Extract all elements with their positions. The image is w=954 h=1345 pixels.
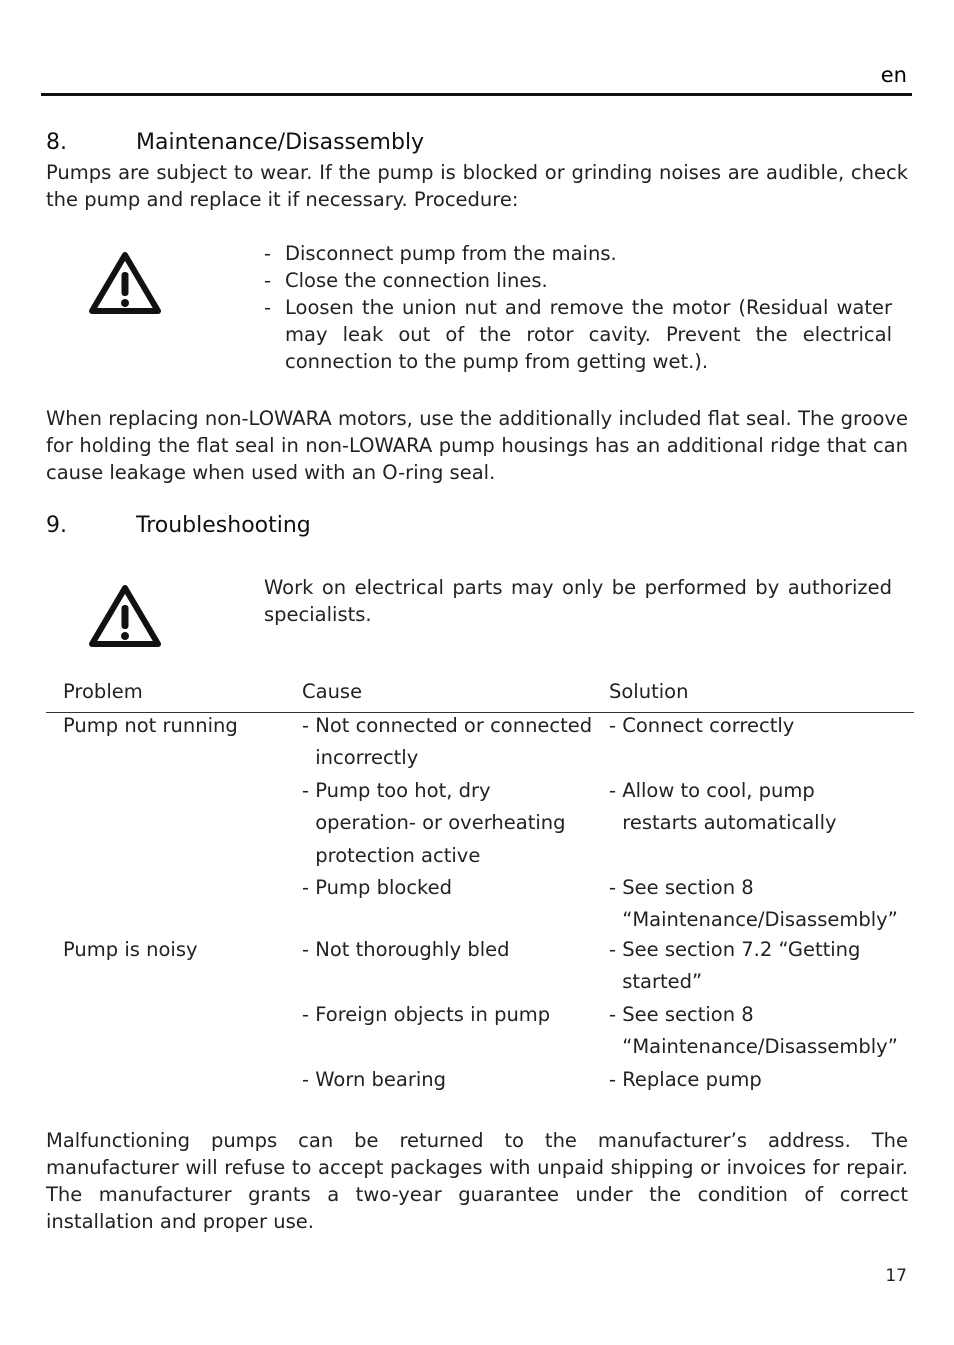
- cause-item: - Pump blocked: [302, 876, 453, 899]
- header-cause: Cause: [302, 680, 363, 703]
- section-9-heading: [46, 513, 311, 538]
- closing-paragraph: Malfunctioning pumps can be returned to the manufacturer’s address. The manufacturer will refuse to accept packages with unpaid shipping or invoices for repair. The manufacturer grants a two-year guarantee under the condition of correct installation and proper use.: [46, 1129, 908, 1233]
- section-8-number: 8.: [46, 130, 67, 155]
- section-9-title: Troubleshooting: [136, 513, 311, 538]
- troubleshooting-table: [46, 678, 914, 1091]
- page-number: 17: [885, 1266, 907, 1286]
- cause-item: - Foreign objects in pump: [302, 1003, 551, 1026]
- warning-triangle-icon: [88, 250, 162, 316]
- section-8-title: Maintenance/Disassembly: [136, 130, 425, 155]
- problem-cell: Pump not running: [63, 714, 238, 737]
- solution-item: - See section 7.2 “Getting started”: [609, 938, 861, 994]
- warning-triangle-icon: [88, 583, 162, 649]
- solution-item: - See section 8 “Maintenance/Disassembly”: [609, 1003, 898, 1059]
- section-9-number: 9.: [46, 513, 67, 538]
- problem-cell: Pump is noisy: [63, 938, 198, 961]
- cause-item: - Pump too hot, dry operation- or overheating protection active: [302, 779, 566, 867]
- procedure-step: - Loosen the union nut and remove the motor (Residual water may leak out of the rotor cavity. Prevent the electrical connection to the pump from getting wet.).: [264, 296, 892, 373]
- electrical-warning-text: Work on electrical parts may only be performed by authorized specialists.: [264, 576, 892, 626]
- table-header: [46, 678, 914, 713]
- header-rule: [41, 93, 912, 96]
- solution-item: - Allow to cool, pump restarts automatically: [609, 779, 837, 835]
- cause-item: - Not connected or connected incorrectly: [302, 714, 593, 770]
- cause-item: - Not thoroughly bled: [302, 938, 510, 961]
- header-problem: Problem: [63, 680, 143, 703]
- procedure-list: [264, 240, 892, 375]
- lowara-note: When replacing non-LOWARA motors, use the additionally included flat seal. The groove for holding the flat seal in non-LOWARA pump housings has an additional ridge that can cause leakage when used with an O-ring seal.: [46, 407, 908, 484]
- solution-item: - Connect correctly: [609, 714, 795, 737]
- procedure-step: - Close the connection lines.: [264, 269, 548, 292]
- language-code: en: [880, 63, 907, 87]
- section-8-intro: Pumps are subject to wear. If the pump is blocked or grinding noises are audible, check the pump and replace it if necessary. Procedure:: [46, 161, 908, 211]
- procedure-step: - Disconnect pump from the mains.: [264, 242, 617, 265]
- section-8-heading: [46, 130, 424, 155]
- solution-item: - See section 8 “Maintenance/Disassembly”: [609, 876, 898, 932]
- cause-item: - Worn bearing: [302, 1068, 447, 1091]
- header-solution: Solution: [609, 680, 689, 703]
- solution-item: - Replace pump: [609, 1068, 762, 1091]
